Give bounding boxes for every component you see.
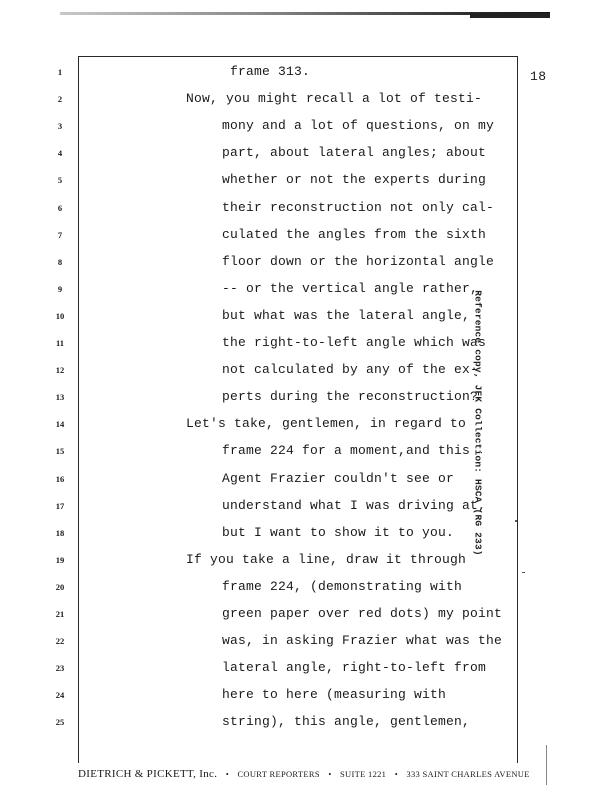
transcript-line: frame 313. [230,64,311,79]
line-number: 23 [55,663,65,674]
transcript-line: was, in asking Frazier what was the [222,633,503,649]
line-number: 1 [57,67,63,77]
footer [78,768,530,780]
scan-speck [515,520,517,522]
line-number: 5 [57,175,63,186]
footer-service: COURT REPORTERS [237,769,320,779]
transcript-line: but I want to show it to you. [222,524,455,540]
transcript-line: not calculated by any of the ex- [222,362,479,378]
footer-address: 333 SAINT CHARLES AVENUE [406,769,530,779]
transcript-line: string), this angle, gentlemen, [222,714,471,730]
transcript-line: understand what I was driving at, [222,497,487,513]
transcript-line: Agent Frazier couldn't see or [222,470,455,486]
transcript-line: part, about lateral angles; about [222,145,487,161]
footer-separator: • [225,769,229,779]
transcript-line: but what was the lateral angle, [222,307,471,323]
line-number: 16 [55,473,65,484]
transcript-line: the right-to-left angle which was [222,335,487,350]
footer-firm: DIETRICH & PICKETT, Inc. [78,768,218,780]
line-number: 12 [55,365,65,376]
line-number: 14 [55,419,65,430]
transcript-line: frame 224 for a moment,and this [222,443,471,459]
transcript-line: here to here (measuring with [222,687,447,703]
line-number: 22 [55,636,65,647]
line-number: 19 [55,554,65,565]
transcript-line: mony and a lot of questions, on my [222,118,495,134]
transcript-line: Now, you might recall a lot of testi- [186,91,483,107]
footer-separator: • [328,769,332,779]
transcript-line: Let's take, gentlemen, in regard to [186,416,467,432]
line-number: 2 [57,94,63,105]
line-number: 8 [57,256,63,267]
footer-separator: • [394,769,398,779]
transcript-line: If you take a line, draw it through [186,551,467,567]
line-number: 7 [57,229,63,240]
page-number: 18 [530,69,547,84]
scan-speck [522,572,525,573]
page-frame [78,56,518,763]
line-number: 10 [55,310,65,321]
transcript-line: their reconstruction not only cal- [222,199,495,215]
transcript-line: culated the angles from the sixth [222,226,487,242]
line-number: 13 [55,392,65,403]
transcript-line: -- or the vertical angle rather, [222,280,479,296]
line-number: 11 [55,338,65,348]
transcript-line: lateral angle, right-to-left from [222,660,487,676]
transcript-line: green paper over red dots) my point [222,606,503,621]
top-rule-mark [470,13,550,18]
line-number: 15 [55,446,65,457]
line-number: 24 [55,690,65,701]
line-number: 6 [57,202,63,213]
line-number: 9 [57,283,63,294]
transcript-line: floor down or the horizontal angle [222,253,495,269]
transcript-line: whether or not the experts during [222,172,487,188]
archive-reference-stamp: Reference copy, JFK Collection: HSCA (RG 233) [472,290,484,556]
line-number: 25 [55,717,65,728]
transcript-line: perts during the reconstruction? [222,389,479,405]
line-number: 21 [55,609,65,619]
footer-suite: SUITE 1221 [340,769,387,779]
line-number: 18 [55,527,65,538]
transcript-line: frame 224, (demonstrating with [222,578,463,594]
line-number: 4 [57,148,63,159]
line-number: 17 [55,500,65,511]
line-number: 20 [55,581,65,592]
scan-speck [546,745,547,785]
line-number: 3 [57,121,63,132]
